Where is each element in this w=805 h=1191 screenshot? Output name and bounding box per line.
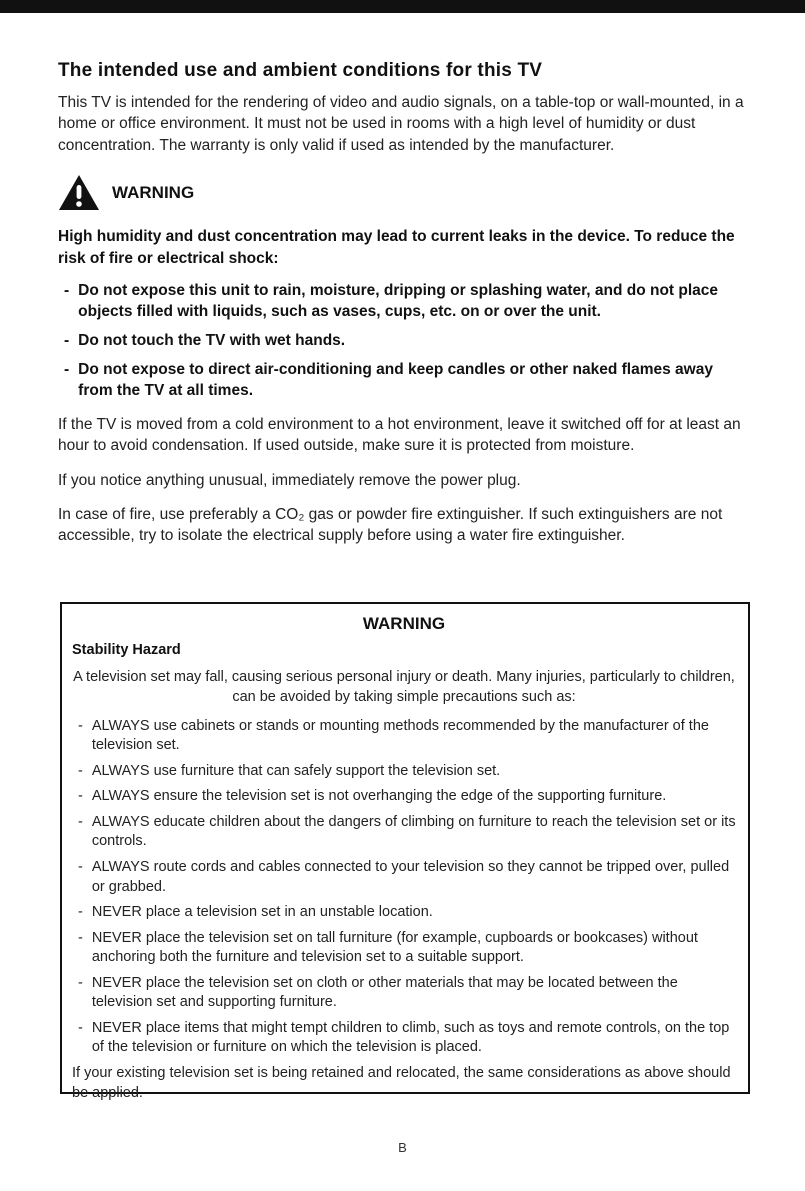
- stability-lead: A television set may fall, causing serious personal injury or death. Many injuries, particularly to children, can be avoided by taking simple precautions such as:: [73, 669, 735, 706]
- top-black-bar: [0, 0, 805, 13]
- list-item-text: ALWAYS use furniture that can safely support the television set.: [91, 762, 501, 779]
- list-item: [72, 903, 736, 923]
- dash-marker: -: [78, 929, 83, 946]
- warning-triangle-icon: [58, 174, 100, 212]
- dash-marker: -: [78, 858, 83, 875]
- list-item: [58, 359, 750, 402]
- list-item: [58, 330, 750, 352]
- list-item: [72, 974, 736, 1013]
- dash-marker: -: [78, 717, 83, 734]
- stability-list: [72, 717, 736, 1058]
- page-content: [58, 60, 750, 560]
- dash-marker: -: [64, 281, 70, 299]
- warning-lead: High humidity and dust concentration may lead to current leaks in the device. To reduce the risk of fire or electrical shock:: [58, 228, 735, 267]
- list-item-text: ALWAYS route cords and cables connected to your television so they cannot be tripped over, pulled or grabbed.: [91, 858, 730, 895]
- list-item-text: NEVER place the television set on cloth or other materials that may be located between the television set and supporting furniture.: [91, 974, 678, 1011]
- unplug-paragraph: If you notice anything unusual, immediately remove the power plug.: [58, 471, 521, 489]
- list-item: [58, 280, 750, 323]
- list-item-text: ALWAYS ensure the television set is not overhanging the edge of the supporting furniture.: [91, 788, 667, 805]
- dash-marker: -: [78, 904, 83, 921]
- warning-header: [58, 174, 750, 212]
- stability-footer: If your existing television set is being retained and relocated, the same considerations as above should be applied.: [72, 1065, 731, 1101]
- page-number: B: [398, 1140, 407, 1155]
- list-item-text: NEVER place a television set in an unstable location.: [91, 904, 433, 921]
- list-item-text: NEVER place the television set on tall furniture (for example, cupboards or bookcases) without anchoring both the furniture and television set to a suitable support.: [91, 929, 698, 966]
- warning-label: WARNING: [112, 183, 195, 203]
- list-item-text: ALWAYS educate children about the dangers of climbing on furniture to reach the television set or its controls.: [91, 813, 736, 850]
- section-title: The intended use and ambient conditions for this TV: [58, 60, 543, 81]
- dash-marker: -: [78, 974, 83, 991]
- list-item-text: ALWAYS use cabinets or stands or mounting methods recommended by the manufacturer of the television set.: [91, 717, 709, 754]
- list-item: [72, 1019, 736, 1058]
- stability-hazard-heading: Stability Hazard: [72, 642, 181, 658]
- dash-marker: -: [78, 762, 83, 779]
- hazard-list: [58, 280, 750, 402]
- list-item: [72, 787, 736, 807]
- list-item-text: Do not expose this unit to rain, moisture, dripping or splashing water, and do not place objects filled with liquids, such as vases, cups, etc. on or over the unit.: [78, 281, 719, 321]
- dash-marker: -: [78, 788, 83, 805]
- condensation-paragraph: If the TV is moved from a cold environment to a hot environment, leave it switched off for at least an hour to avoid condensation. If used outside, make sure it is protected from moisture.: [58, 415, 741, 455]
- list-item-text: Do not expose to direct air-conditioning and keep candles or other naked flames away from the TV at all times.: [78, 360, 713, 400]
- list-item: [72, 929, 736, 968]
- list-item-text: NEVER place items that might tempt children to climb, such as toys and remote controls, on the top of the television or furniture on which the television is placed.: [91, 1019, 730, 1056]
- list-item: [72, 813, 736, 852]
- intro-paragraph: This TV is intended for the rendering of video and audio signals, on a table-top or wall-mounted, in a home or office environment. It must not be used in rooms with a high level of humidity or dust concentration. The warranty is only valid if used as intended by the manufacturer.: [58, 94, 744, 154]
- list-item: [72, 762, 736, 782]
- list-item: [72, 858, 736, 897]
- box-title: WARNING: [362, 614, 446, 633]
- dash-marker: -: [78, 1019, 83, 1036]
- fire-paragraph: In case of fire, use preferably a CO₂ gas or powder fire extinguisher. If such extinguishers are not accessible, try to isolate the electrical supply before using a water fire extinguisher.: [58, 506, 723, 545]
- list-item: [72, 717, 736, 756]
- dash-marker: -: [64, 331, 70, 349]
- stability-warning-box: [60, 602, 750, 1101]
- list-item-text: Do not touch the TV with wet hands.: [78, 331, 346, 349]
- dash-marker: -: [78, 813, 83, 830]
- dash-marker: -: [64, 360, 70, 378]
